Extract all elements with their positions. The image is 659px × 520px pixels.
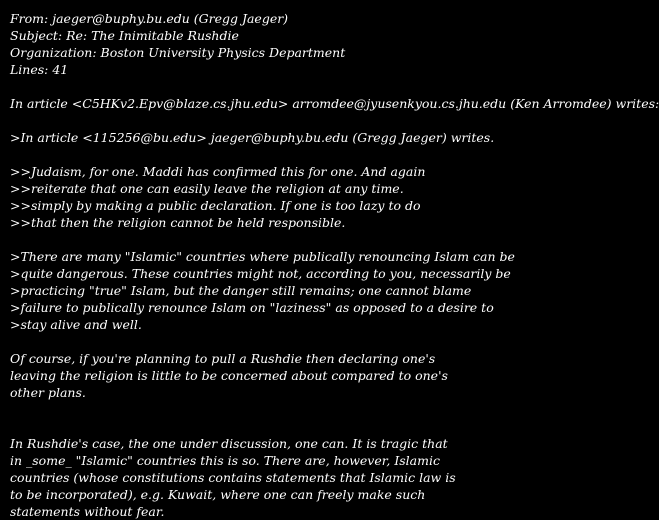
- quote2-line: >>Judaism, for one. Maddi has confirmed this for one. And again: [10, 164, 426, 179]
- paragraph-line: countries (whose constitutions contains statements that Islamic law is: [10, 470, 456, 485]
- quote2-line: >>simply by making a public declaration. If one is too lazy to do: [10, 198, 421, 213]
- paragraph-line: statements without fear.: [10, 504, 165, 519]
- paragraph-line: leaving the religion is little to be concerned about compared to one's: [10, 368, 448, 383]
- paragraph-line: other plans.: [10, 385, 86, 400]
- quote1-line: >There are many "Islamic" countries where publically renouncing Islam can be: [10, 249, 515, 264]
- quote2-line: >>reiterate that one can easily leave the religion at any time.: [10, 181, 404, 196]
- header-from: From: jaeger@buphy.bu.edu (Gregg Jaeger): [10, 11, 289, 26]
- paragraph-line: Of course, if you're planning to pull a Rushdie then declaring one's: [10, 351, 436, 366]
- quote2-line: >>that then the religion cannot be held responsible.: [10, 215, 346, 230]
- article-attribution: In article <C5HKv2.Epv@blaze.cs.jhu.edu> arromdee@jyusenkyou.cs.jhu.edu (Ken Arromdee) writes:: [10, 96, 659, 111]
- header-organization: Organization: Boston University Physics Department: [10, 45, 346, 60]
- quote1-line: >stay alive and well.: [10, 317, 142, 332]
- quote1-line: >failure to publically renounce Islam on "laziness" as opposed to a desire to: [10, 300, 494, 315]
- quote-attribution: >In article <115256@bu.edu> jaeger@buphy.bu.edu (Gregg Jaeger) writes.: [10, 130, 495, 145]
- quote1-line: >quite dangerous. These countries might not, according to you, necessarily be: [10, 266, 511, 281]
- paragraph-line: in _some_ "Islamic" countries this is so. There are, however, Islamic: [10, 453, 440, 468]
- quote1-line: >practicing "true" Islam, but the danger still remains; one cannot blame: [10, 283, 472, 298]
- header-subject: Subject: Re: The Inimitable Rushdie: [10, 28, 239, 43]
- header-lines: Lines: 41: [10, 62, 69, 77]
- paragraph-line: to be incorporated), e.g. Kuwait, where one can freely make such: [10, 487, 426, 502]
- paragraph-line: In Rushdie's case, the one under discussion, one can. It is tragic that: [10, 436, 448, 451]
